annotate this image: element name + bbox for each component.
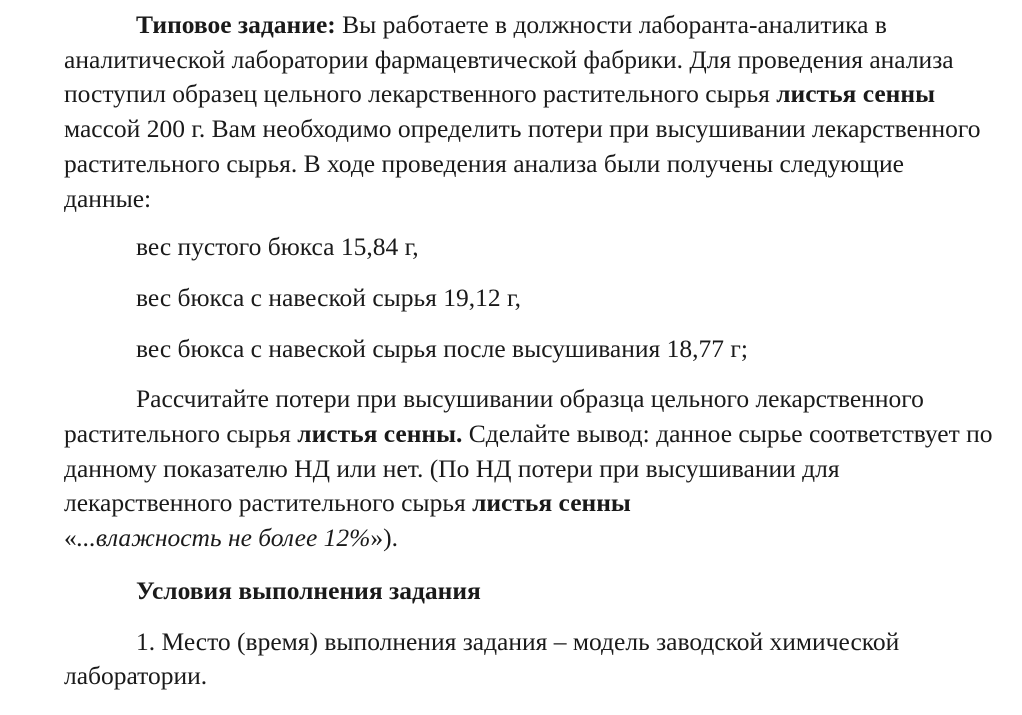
- calc-text-part1: Рассчитайте потери при высушивании образца цельного лекарственного растительного сырья: [64, 384, 924, 449]
- calc-material-name-2: листья сенны: [472, 488, 631, 518]
- conditions-heading: Условия выполнения задания: [136, 575, 481, 605]
- material-name: листья сенны: [776, 79, 935, 109]
- moisture-norm: ...влажность не более 12%: [76, 523, 371, 553]
- calc-text-part2: Сделайте вывод: данное сырье соответствует по данному показателю НД или нет. (По НД потери при высушивании для лекарственного растительного сырья: [64, 419, 993, 518]
- calc-material-name: листья сенны.: [297, 419, 463, 449]
- data-item-bottle-after-drying: вес бюкса с навеской сырья после высушивания 18,77 г;: [136, 333, 748, 363]
- quote-open: «: [64, 523, 77, 553]
- data-item-bottle-with-sample: вес бюкса с навеской сырья 19,12 г,: [136, 282, 521, 312]
- conditions-item-1: 1. Место (время) выполнения задания – модель заводской химической лаборатории.: [64, 626, 900, 691]
- quote-close: »).: [370, 523, 399, 553]
- data-item-empty-weighing-bottle: вес пустого бюкса 15,84 г,: [136, 232, 419, 262]
- document-page: [64, 8, 994, 694]
- task-label: Типовое задание:: [136, 10, 336, 39]
- task-text-part2: массой 200 г. Вам необходимо определить потери при высушивании лекарственного растительного сырья. В ходе проведения анализа были получены следующие данные:: [64, 114, 981, 213]
- task-paragraph: [64, 8, 994, 216]
- task-text-part1: Вы работаете в должности лаборанта-аналитика в аналитической лаборатории фармацевтической фабрики. Для проведения анализа поступил образец цельного лекарственного растительного сырья: [64, 10, 954, 109]
- calculation-paragraph: [64, 382, 994, 556]
